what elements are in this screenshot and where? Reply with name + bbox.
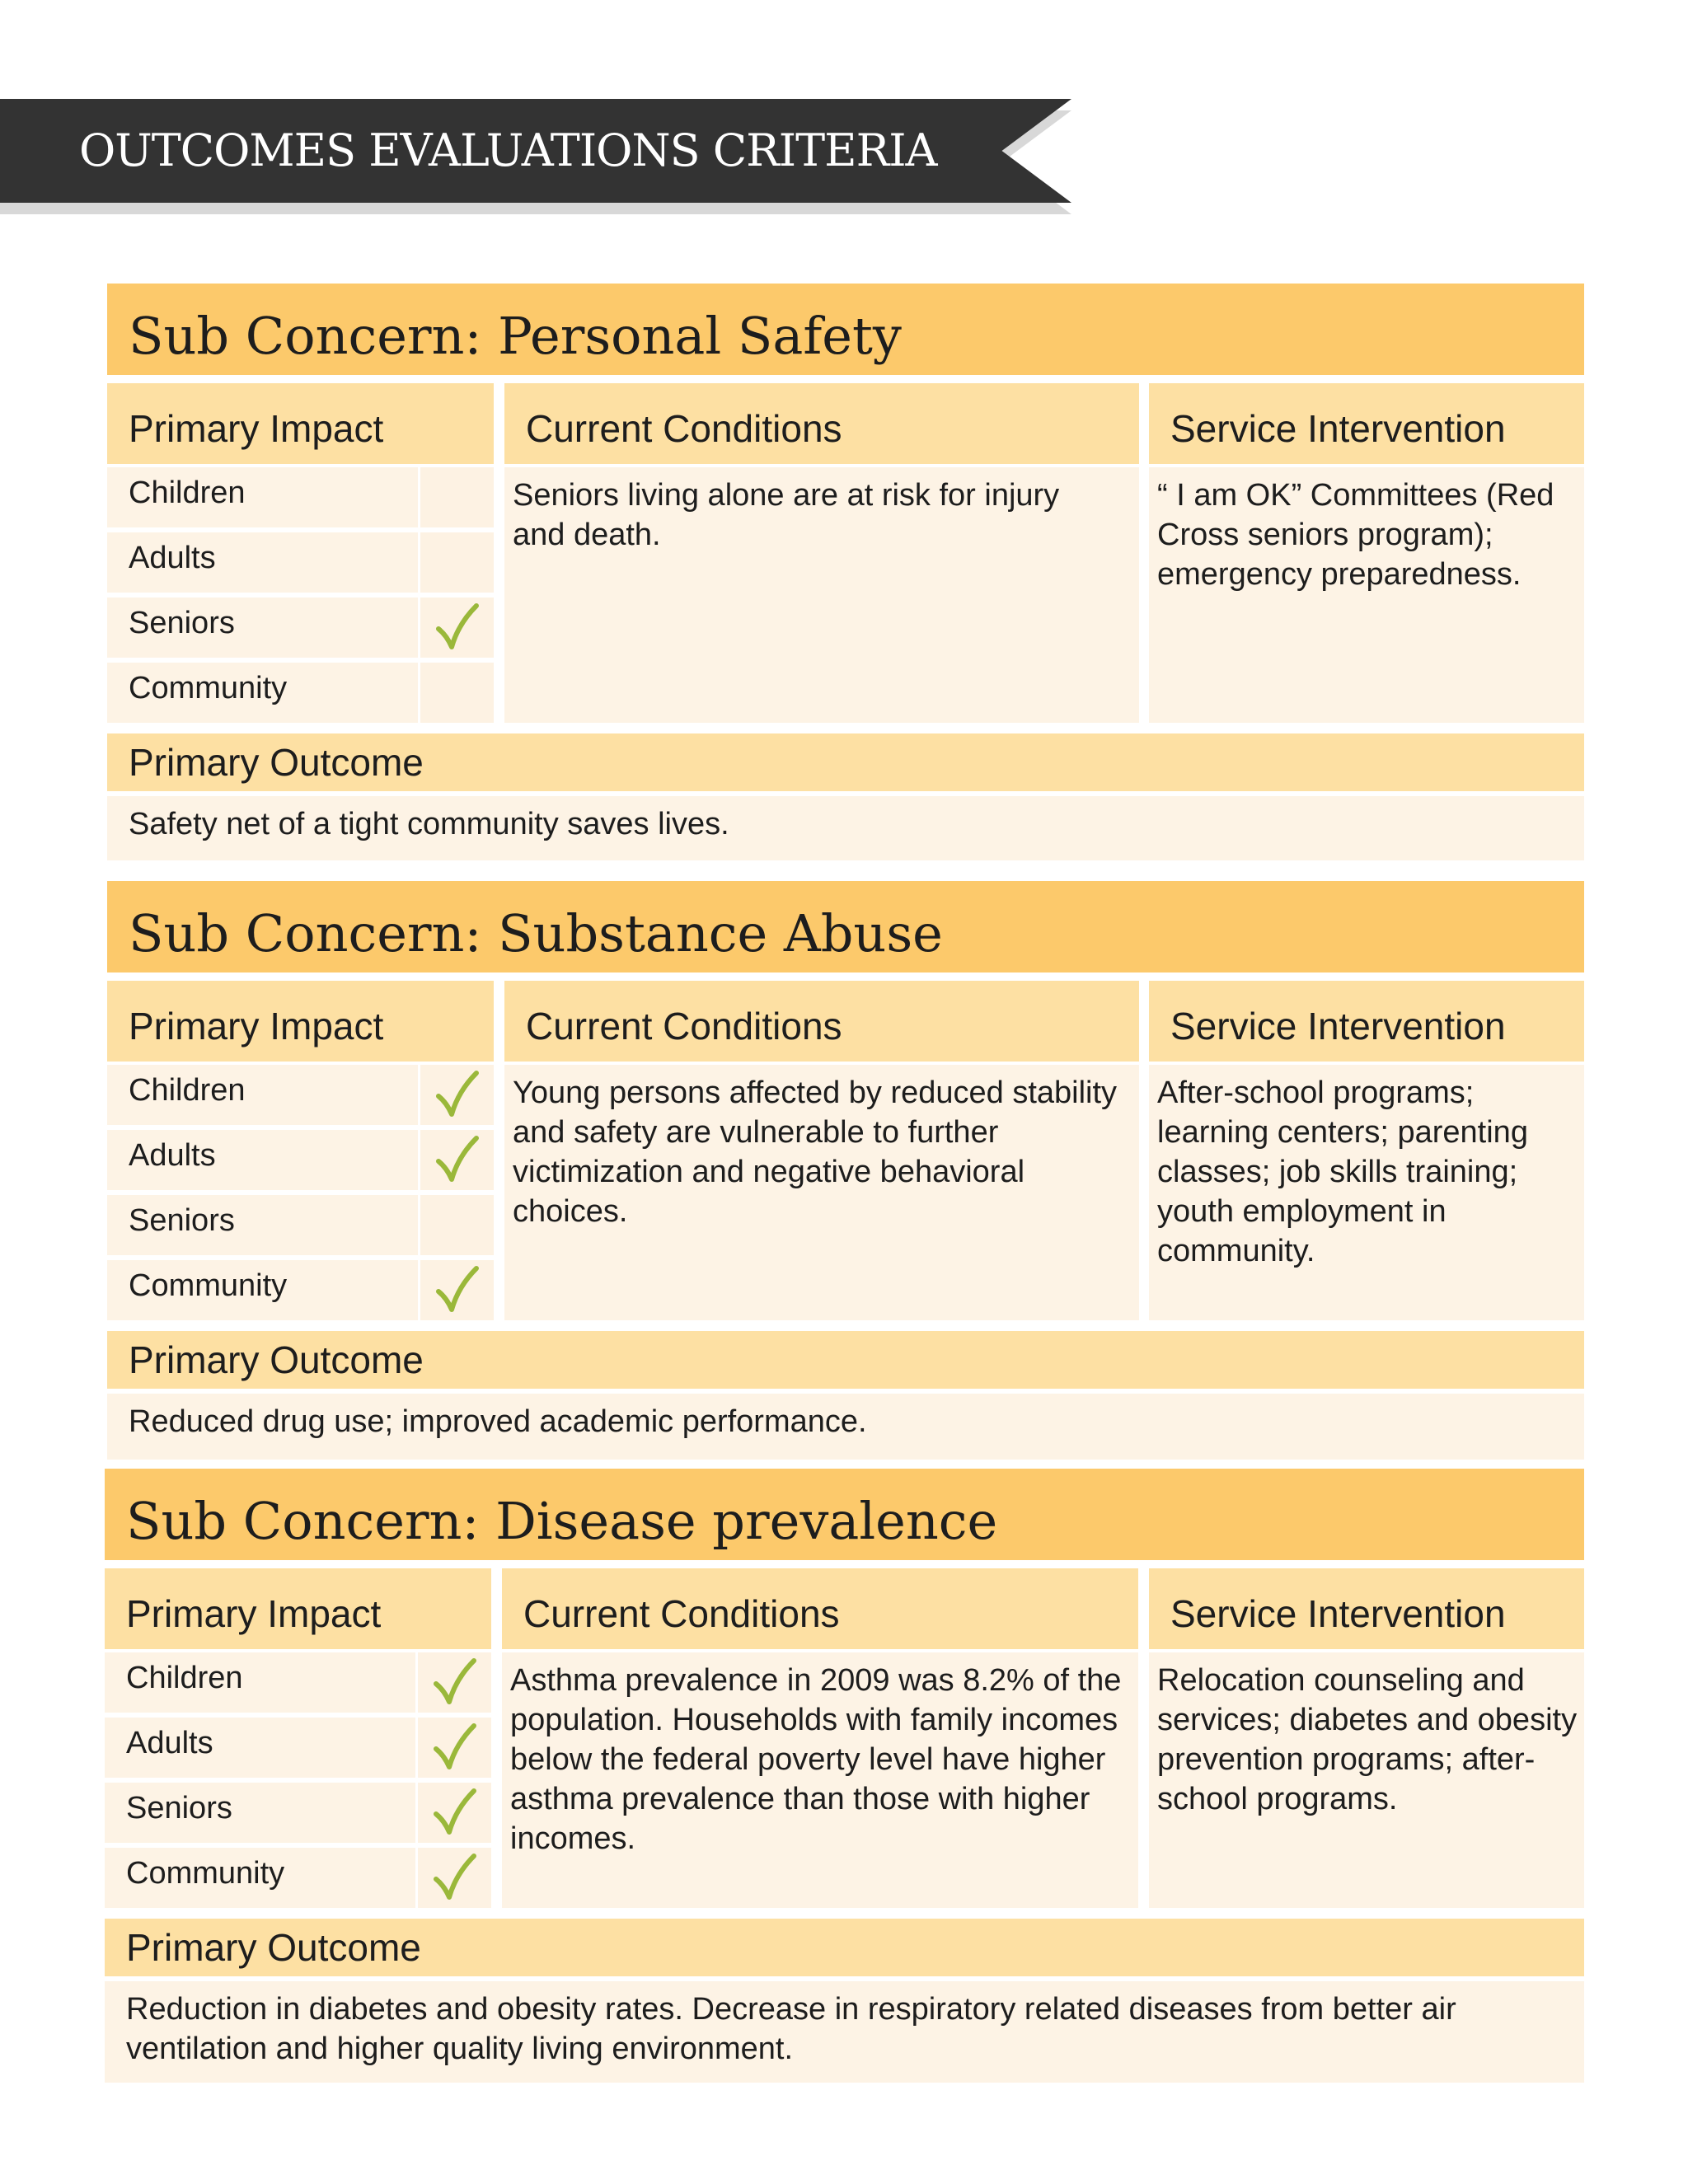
- impact-checkbox: [418, 532, 494, 593]
- service-intervention-text: Relocation counseling and services; diabetes and obesity prevention programs; after-school programs.: [1149, 1652, 1584, 1908]
- current-conditions-text: Seniors living alone are at risk for injury and death.: [504, 467, 1139, 723]
- impact-label: Adults: [129, 1138, 216, 1173]
- primary-outcome-text: Safety net of a tight community saves lives.: [107, 796, 1584, 860]
- current-conditions-header: Current Conditions: [504, 981, 1139, 1062]
- impact-checkbox: [418, 598, 494, 658]
- impact-row-children: [107, 1065, 494, 1125]
- impact-row-adults: [107, 532, 494, 593]
- service-intervention-text: After-school programs; learning centers; parenting classes; job skills training; youth employment in community.: [1149, 1065, 1584, 1320]
- impact-checkbox: [415, 1652, 491, 1713]
- current-conditions-header: Current Conditions: [502, 1568, 1138, 1649]
- impact-checkbox: [418, 467, 494, 527]
- primary-outcome-text: Reduction in diabetes and obesity rates. Decrease in respiratory related diseases from better air ventilation and higher quality living environment.: [105, 1981, 1584, 2083]
- impact-label: Children: [126, 1661, 243, 1695]
- section-substance-abuse: [107, 881, 1584, 1460]
- primary-impact-header: Primary Impact: [105, 1568, 491, 1649]
- primary-outcome-text: Reduced drug use; improved academic performance.: [107, 1394, 1584, 1460]
- impact-checkbox: [415, 1718, 491, 1778]
- page-title-banner: [0, 99, 1071, 203]
- impact-row-community: [107, 1260, 494, 1320]
- service-intervention-header: Service Intervention: [1149, 1568, 1584, 1649]
- service-intervention-header: Service Intervention: [1149, 981, 1584, 1062]
- impact-checkbox: [418, 1195, 494, 1255]
- checkmark-icon: [433, 1654, 477, 1710]
- checkmark-icon: [435, 1262, 480, 1318]
- impact-label: Seniors: [126, 1791, 232, 1825]
- primary-outcome-header: Primary Outcome: [107, 1331, 1584, 1389]
- impact-label: Adults: [126, 1726, 213, 1760]
- impact-label: Adults: [129, 541, 216, 575]
- service-intervention-header: Service Intervention: [1149, 383, 1584, 464]
- checkmark-icon: [435, 1132, 480, 1188]
- primary-impact-header: Primary Impact: [107, 383, 494, 464]
- current-conditions-text: Asthma prevalence in 2009 was 8.2% of the population. Households with family incomes below the federal poverty level have higher asthma prevalence than those with higher incomes.: [502, 1652, 1138, 1908]
- impact-row-children: [105, 1652, 491, 1713]
- primary-outcome-header: Primary Outcome: [107, 733, 1584, 791]
- section-title: Sub Concern: Disease prevalence: [105, 1469, 1584, 1560]
- impact-checkbox: [415, 1783, 491, 1843]
- page-title: OUTCOMES EVALUATIONS CRITERIA: [79, 124, 937, 176]
- impact-row-community: [105, 1848, 491, 1908]
- current-conditions-text: Young persons affected by reduced stability and safety are vulnerable to further victimization and negative behavioral choices.: [504, 1065, 1139, 1320]
- impact-label: Seniors: [129, 606, 235, 640]
- impact-checkbox: [418, 663, 494, 723]
- impact-row-adults: [105, 1718, 491, 1778]
- checkmark-icon: [435, 1066, 480, 1122]
- checkmark-icon: [433, 1719, 477, 1775]
- section-title: Sub Concern: Substance Abuse: [107, 881, 1584, 972]
- checkmark-icon: [433, 1784, 477, 1840]
- checkmark-icon: [433, 1849, 477, 1905]
- impact-label: Community: [129, 1268, 288, 1303]
- impact-label: Community: [129, 671, 288, 705]
- primary-outcome-header: Primary Outcome: [105, 1919, 1584, 1976]
- impact-checkbox: [418, 1065, 494, 1125]
- impact-label: Children: [129, 1073, 246, 1108]
- impact-label: Community: [126, 1856, 285, 1891]
- impact-row-community: [107, 663, 494, 723]
- impact-label: Children: [129, 476, 246, 510]
- impact-row-seniors: [105, 1783, 491, 1843]
- impact-row-seniors: [107, 1195, 494, 1255]
- section-personal-safety: [107, 284, 1584, 860]
- impact-row-children: [107, 467, 494, 527]
- impact-checkbox: [418, 1260, 494, 1320]
- impact-checkbox: [415, 1848, 491, 1908]
- checkmark-icon: [435, 599, 480, 655]
- impact-row-adults: [107, 1130, 494, 1190]
- impact-row-seniors: [107, 598, 494, 658]
- impact-checkbox: [418, 1130, 494, 1190]
- primary-impact-header: Primary Impact: [107, 981, 494, 1062]
- service-intervention-text: “ I am OK” Committees (Red Cross seniors program); emergency preparedness.: [1149, 467, 1584, 723]
- current-conditions-header: Current Conditions: [504, 383, 1139, 464]
- section-title: Sub Concern: Personal Safety: [107, 284, 1584, 375]
- impact-label: Seniors: [129, 1203, 235, 1238]
- section-disease-prevalence: [105, 1469, 1584, 2083]
